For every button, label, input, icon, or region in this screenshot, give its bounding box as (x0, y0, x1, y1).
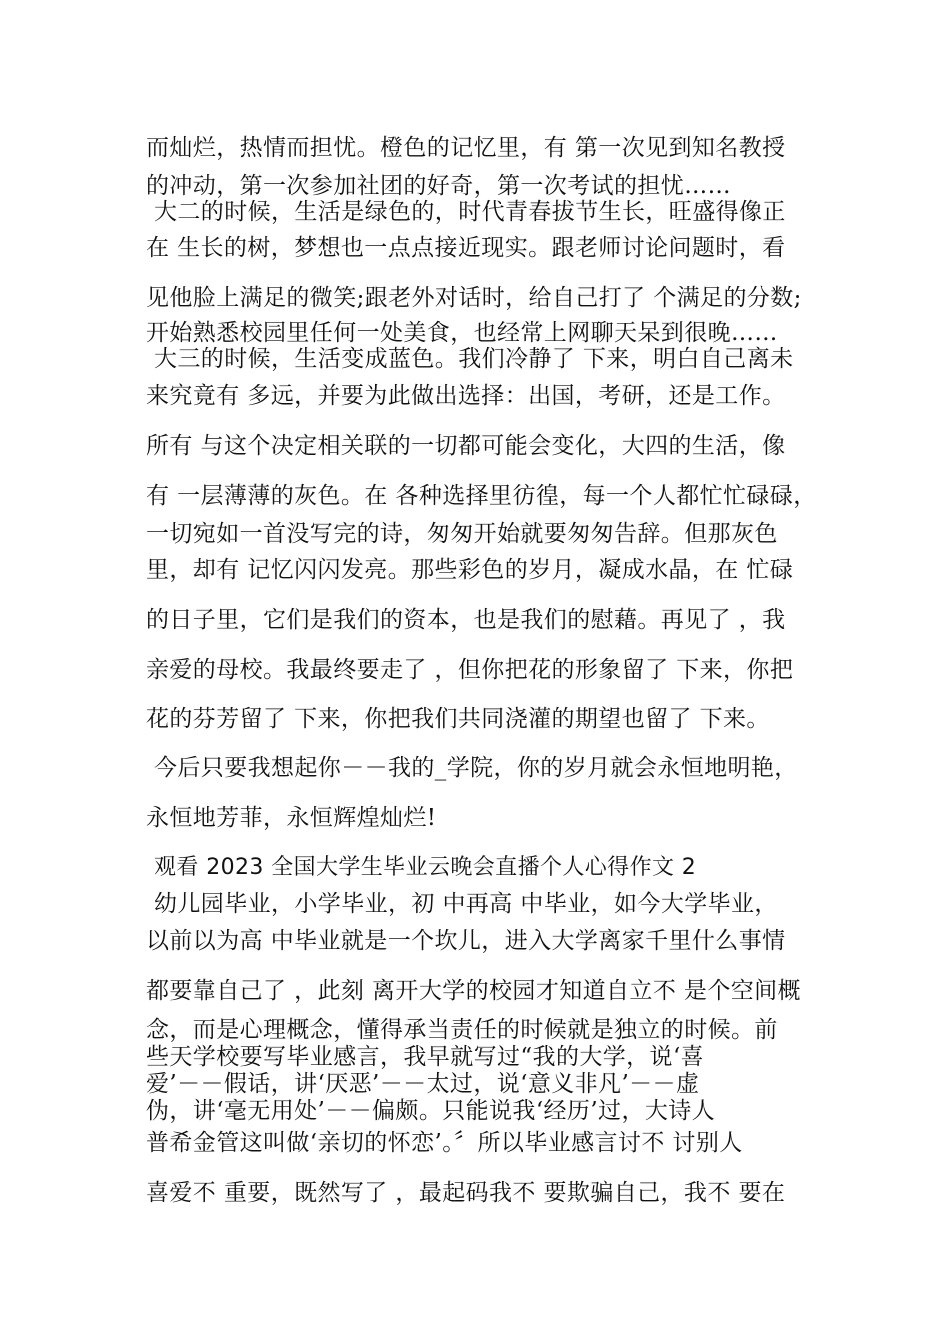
text-line: 伪，讲‘毫无用处’－－偏颇。只能说我‘经历’过，大诗人 (146, 1098, 716, 1124)
text-line: 开始熟悉校园里任何一处美食，也经常上网聊天呆到很晚…… (146, 320, 778, 346)
text-line: 以前以为高 中毕业就是一个坎儿，进入大学离家千里什么事情 (146, 928, 786, 954)
text-line: 念，而是心理概念，懂得承当责任的时候就是独立的时候。前 (146, 1017, 778, 1043)
text-line: 普希金管这叫做‘亲切的怀恋’。〞所以毕业感言讨不 讨别人 (146, 1130, 743, 1156)
text-line: 有 一层薄薄的灰色。在 各种选择里彷徨，每一个人都忙忙碌碌， (146, 483, 817, 509)
text-line: 喜爱不 重要，既然写了 ，最起码我不 要欺骗自己，我不 要在 (146, 1180, 786, 1206)
text-line: 一切宛如一首没写完的诗，匆匆开始就要匆匆告辞。但那灰色 (146, 521, 778, 547)
text-line: 爱’－－假话，讲‘厌恶’－－太过，说‘意义非凡’－－虚 (146, 1071, 700, 1097)
text-line: 的日子里，它们是我们的资本，也是我们的慰藉。再见了 ，我 (146, 607, 786, 633)
text-line: 今后只要我想起你－－我的_学院，你的岁月就会永恒地明艳， (154, 755, 798, 781)
text-line: 都要靠自己了 ，此刻 离开大学的校园才知道自立不 是个空间概 (146, 978, 801, 1004)
text-line: 大二的时候，生活是绿色的，时代青春拔节生长，旺盛得像正 (154, 199, 786, 225)
text-line: 花的芬芳留了 下来，你把我们共同浇灌的期望也留了 下来。 (146, 706, 770, 732)
text-line: 里，却有 记忆闪闪发亮。那些彩色的岁月，凝成水晶，在 忙碌 (146, 557, 794, 583)
text-line: 永恒地芳菲，永恒辉煌灿烂! (146, 805, 437, 831)
text-line: 所有 与这个决定相关联的一切都可能会变化，大四的生活，像 (146, 433, 786, 459)
section-heading: 观看 2023 全国大学生毕业云晚会直播个人心得作文 2 (154, 855, 697, 880)
text-line: 的冲动，第一次参加社团的好奇，第一次考试的担忧…… (146, 173, 731, 199)
text-line: 幼儿园毕业，小学毕业，初 中再高 中毕业，如今大学毕业， (154, 891, 778, 917)
text-line: 亲爱的母校。我最终要走了 ，但你把花的形象留了 下来，你把 (146, 657, 794, 683)
text-line: 来究竟有 多远，并要为此做出选择：出国，考研，还是工作。 (146, 383, 786, 409)
text-line: 在 生长的树，梦想也一点点接近现实。跟老师讨论问题时，看 (146, 235, 786, 261)
text-line: 大三的时候，生活变成蓝色。我们冷静了 下来，明白自己离未 (154, 346, 794, 372)
text-line: 而灿烂，热情而担忧。橙色的记忆里，有 第一次见到知名教授 (146, 135, 786, 161)
text-line: 见他脸上满足的微笑;跟老外对话时，给自己打了 个满足的分数; (146, 285, 802, 311)
text-line: 些天学校要写毕业感言，我早就写过“我的大学，说‘喜 (146, 1044, 705, 1070)
